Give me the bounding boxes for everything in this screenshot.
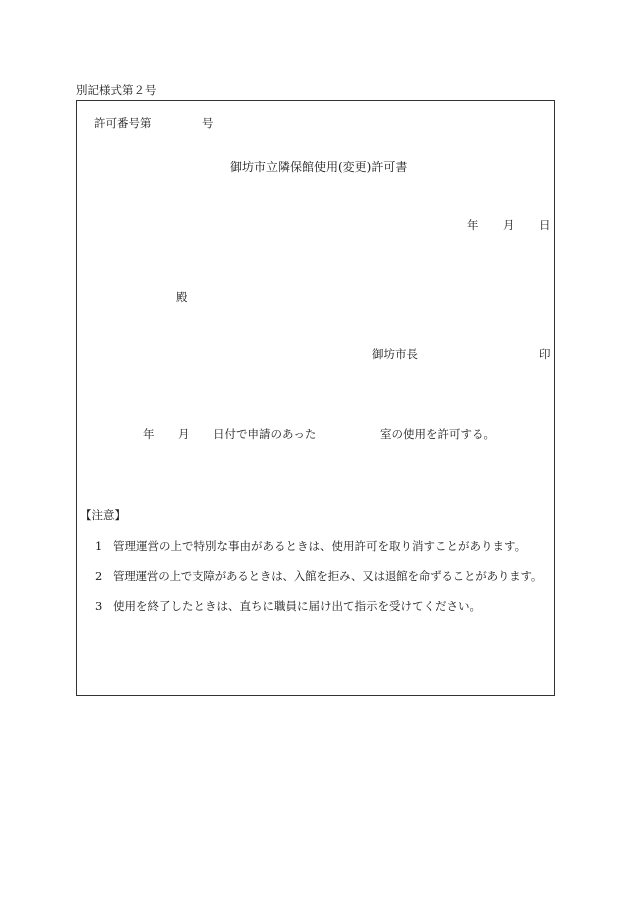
document-title: 御坊市立隣保館使用(変更)許可書 — [230, 160, 408, 174]
style-number-label: 別記様式第２号 — [76, 83, 157, 97]
date-day-label: 日 — [539, 218, 551, 232]
note-item-text: 管理運営の上で支障があるときは、入館を拒み、又は退館を命ずることがあります。 — [113, 569, 543, 583]
notes-heading: 【注意】 — [80, 508, 126, 522]
date-year-label: 年 — [467, 218, 479, 232]
issuer-name: 御坊市長 — [372, 347, 418, 361]
date-month-label: 月 — [503, 218, 515, 232]
permit-number-prefix: 許可番号第 — [94, 116, 152, 130]
note-item-text: 管理運営の上で特別な事由があるときは、使用許可を取り消すことがあります。 — [113, 539, 527, 553]
body-room-text: 室の使用を許可する。 — [380, 427, 495, 441]
note-item-text: 使用を終了したときは、直ちに職員に届け出て指示を受けてください。 — [113, 599, 481, 613]
seal-mark: 印 — [539, 347, 551, 361]
body-year-label: 年 — [143, 427, 155, 441]
addressee-suffix: 殿 — [176, 290, 188, 304]
note-item-number: 2 — [95, 569, 103, 583]
body-month-label: 月 — [178, 427, 190, 441]
note-item-number: 3 — [95, 599, 103, 613]
body-day-text: 日付で申請のあった — [213, 427, 317, 441]
note-item-number: 1 — [95, 539, 103, 553]
permit-number-suffix: 号 — [202, 116, 214, 130]
